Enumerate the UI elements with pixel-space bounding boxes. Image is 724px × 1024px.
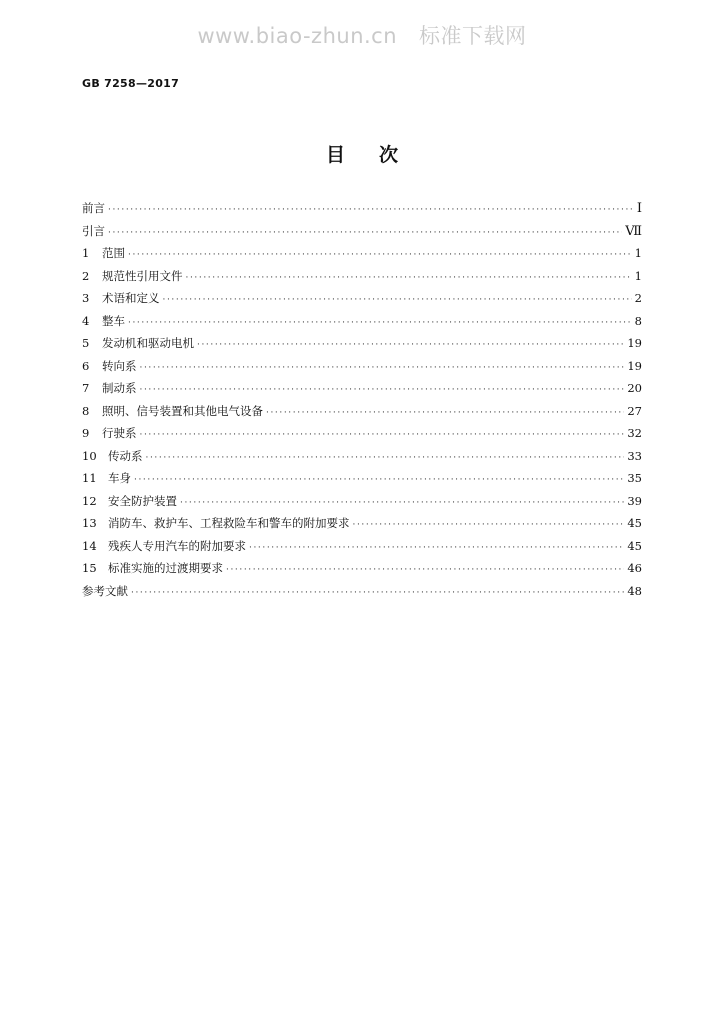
toc-entry[interactable] <box>82 332 642 355</box>
toc-entry[interactable] <box>82 422 642 445</box>
toc-entry-page: 1 <box>634 268 642 283</box>
dot-leader <box>131 582 624 605</box>
dot-leader <box>197 334 624 357</box>
toc-entry-number: 11 <box>82 471 97 485</box>
toc-entry-number: 7 <box>82 381 90 395</box>
toc-entry[interactable] <box>82 355 642 378</box>
toc-entry-page: 20 <box>627 381 642 395</box>
toc-entry-number: 2 <box>82 268 90 283</box>
toc-entry-number: 9 <box>82 426 90 440</box>
toc-entry[interactable] <box>82 557 642 580</box>
toc-entry-number: 15 <box>82 561 97 575</box>
standard-code: GB 7258—2017 <box>82 77 180 90</box>
dot-leader <box>186 267 632 290</box>
toc-entry-page: Ⅰ <box>636 201 642 216</box>
toc-entry-label: 行驶系 <box>102 426 137 440</box>
table-of-contents <box>82 197 642 602</box>
toc-entry-label: 整车 <box>102 313 125 328</box>
toc-entry-page: 27 <box>627 403 642 418</box>
toc-entry-label: 传动系 <box>108 448 143 463</box>
toc-entry-label: 残疾人专用汽车的附加要求 <box>108 538 246 553</box>
toc-entry-label: 制动系 <box>102 381 137 395</box>
toc-entry-page: 46 <box>627 561 642 575</box>
toc-entry-label: 发动机和驱动电机 <box>102 336 194 350</box>
dot-leader <box>134 469 624 492</box>
toc-entry-number: 14 <box>82 538 97 553</box>
toc-entry-page: Ⅶ <box>625 223 642 239</box>
toc-entry[interactable] <box>82 310 642 333</box>
toc-entry-number: 8 <box>82 403 90 418</box>
toc-entry-page: 2 <box>634 291 642 305</box>
toc-entry[interactable] <box>82 467 642 490</box>
toc-entry-label: 消防车、救护车、工程救险车和警车的附加要求 <box>108 516 350 530</box>
dot-leader <box>140 379 625 402</box>
watermark-name: 标准下载网 <box>419 24 527 48</box>
toc-entry-label: 照明、信号装置和其他电气设备 <box>102 403 263 418</box>
toc-entry-page: 45 <box>627 516 642 530</box>
toc-entry-label: 引言 <box>82 223 105 238</box>
toc-entry-number: 10 <box>82 448 97 463</box>
toc-entry-number: 3 <box>82 291 90 305</box>
toc-entry[interactable] <box>82 242 642 265</box>
dot-leader <box>140 357 625 380</box>
toc-entry-label: 范围 <box>102 246 125 260</box>
toc-entry[interactable] <box>82 197 642 220</box>
toc-entry[interactable] <box>82 580 642 603</box>
dot-leader <box>108 199 634 222</box>
toc-entry-number: 5 <box>82 336 90 350</box>
toc-entry-label: 术语和定义 <box>102 291 160 305</box>
toc-entry[interactable] <box>82 287 642 310</box>
dot-leader <box>128 244 632 267</box>
toc-entry-label: 规范性引用文件 <box>102 268 183 283</box>
dot-leader <box>146 447 625 470</box>
toc-entry-label: 前言 <box>82 201 105 215</box>
toc-entry-label: 车身 <box>108 471 131 485</box>
toc-entry-page: 35 <box>627 471 642 485</box>
toc-entry-label: 转向系 <box>102 358 137 373</box>
toc-entry[interactable] <box>82 512 642 535</box>
toc-entry-page: 19 <box>627 336 642 350</box>
toc-entry-page: 32 <box>627 426 642 440</box>
dot-leader <box>180 492 624 515</box>
toc-entry[interactable] <box>82 377 642 400</box>
dot-leader <box>226 559 624 582</box>
dot-leader <box>128 312 632 335</box>
watermark-site: www.biao-zhun.cn <box>197 24 398 48</box>
dot-leader <box>353 514 625 537</box>
toc-entry[interactable] <box>82 445 642 468</box>
dot-leader <box>163 289 632 312</box>
toc-entry-label: 标准实施的过渡期要求 <box>108 561 223 575</box>
dot-leader <box>108 222 622 245</box>
toc-entry[interactable] <box>82 535 642 558</box>
toc-entry[interactable] <box>82 265 642 288</box>
toc-entry-number: 4 <box>82 313 90 328</box>
watermark <box>0 20 724 50</box>
toc-entry[interactable] <box>82 400 642 423</box>
toc-entry-page: 39 <box>627 493 642 508</box>
page-title: 目次 <box>325 144 432 166</box>
toc-entry-number: 13 <box>82 516 97 530</box>
toc-entry-page: 48 <box>627 583 642 598</box>
dot-leader <box>140 424 625 447</box>
toc-entry-number: 1 <box>82 246 90 260</box>
toc-entry[interactable] <box>82 490 642 513</box>
toc-entry-page: 8 <box>634 313 642 328</box>
toc-entry-label: 参考文献 <box>82 583 128 598</box>
dot-leader <box>249 537 624 560</box>
toc-entry[interactable] <box>82 220 642 243</box>
toc-entry-page: 1 <box>634 246 642 260</box>
toc-entry-label: 安全防护装置 <box>108 493 177 508</box>
dot-leader <box>266 402 624 425</box>
toc-entry-page: 19 <box>627 358 642 373</box>
toc-entry-number: 6 <box>82 358 90 373</box>
toc-entry-number: 12 <box>82 493 97 508</box>
toc-entry-page: 45 <box>627 538 642 553</box>
toc-entry-page: 33 <box>627 448 642 463</box>
